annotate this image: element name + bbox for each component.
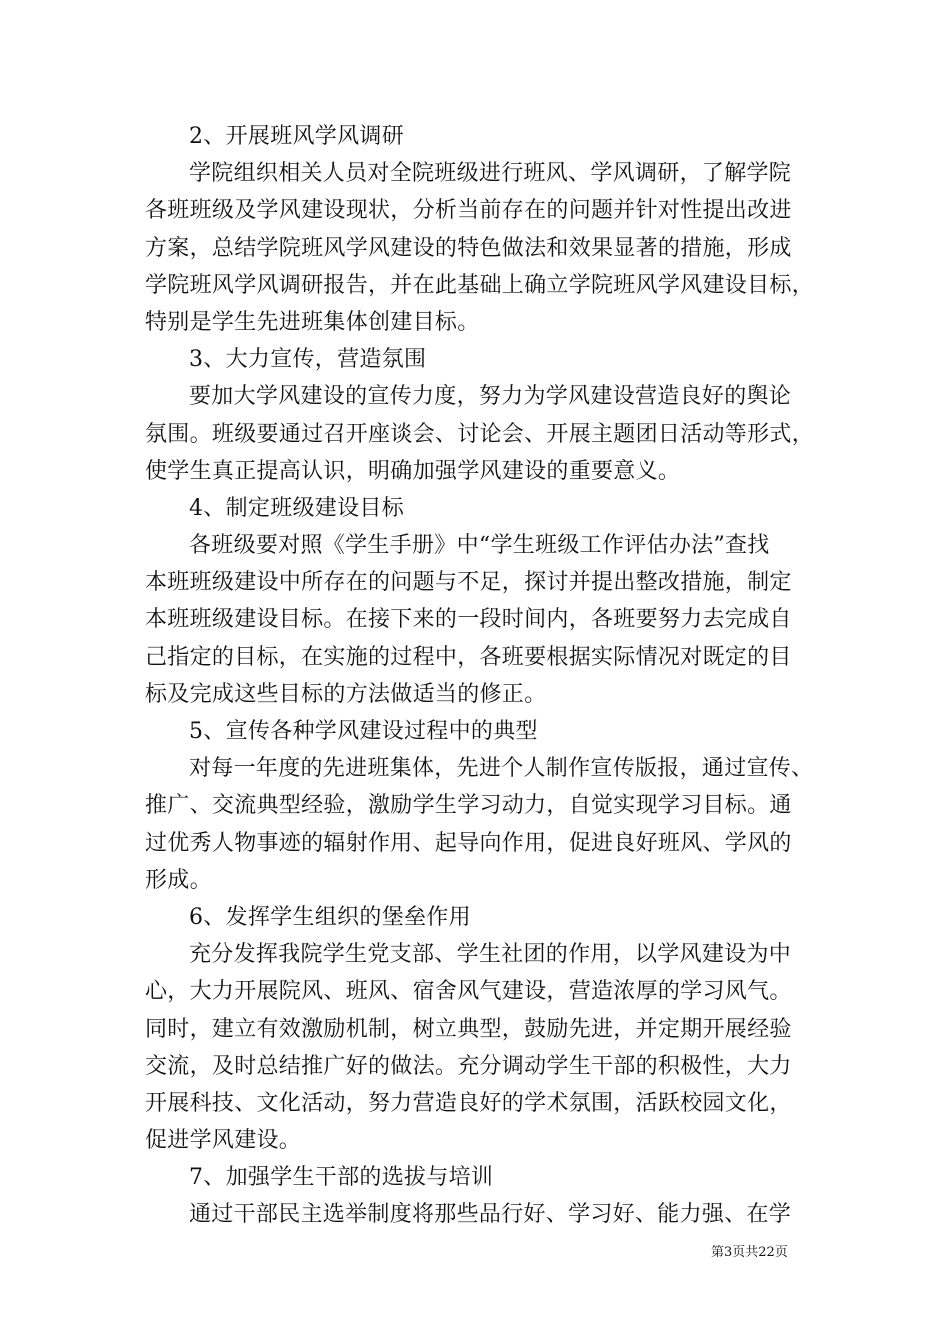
paragraph-line: 己指定的目标，在实施的过程中，各班要根据实际情况对既定的目 (145, 644, 792, 670)
paragraph-line: 心，大力开展院风、班风、宿舍风气建设，营造浓厚的学习风气。 (145, 979, 792, 1005)
paragraph-line: 推广、交流典型经验，激励学生学习动力，自觉实现学习目标。通 (145, 793, 792, 819)
section-heading: 6、发挥学生组织的堡垒作用 (189, 904, 471, 930)
paragraph-line: 促进学风建设。 (145, 1128, 302, 1154)
paragraph-line: 学院组织相关人员对全院班级进行班风、学风调研，了解学院 (189, 161, 792, 187)
section-heading: 7、加强学生干部的选拔与培训 (189, 1165, 494, 1191)
paragraph-line: 形成。 (145, 867, 212, 893)
section-heading: 5、宣传各种学风建设过程中的典型 (189, 719, 538, 744)
paragraph-line: 充分发挥我院学生党支部、学生社团的作用，以学风建设为中 (189, 942, 792, 968)
paragraph-line: 同时，建立有效激励机制，树立典型，鼓励先进，并定期开展经验 (145, 1016, 792, 1042)
section-heading: 4、制定班级建设目标 (189, 495, 404, 521)
paragraph-line: 通过干部民主选举制度将那些品行好、学习好、能力强、在学 (189, 1202, 792, 1228)
paragraph-line: 标及完成这些目标的方法做适当的修正。 (145, 681, 547, 707)
section-heading: 2、开展班风学风调研 (189, 124, 404, 149)
paragraph-line: 交流，及时总结推广好的做法。充分调动学生干部的积极性，大力 (145, 1053, 792, 1079)
paragraph-line: 特别是学生先进班集体创建目标。 (145, 309, 480, 335)
paragraph-line: 学院班风学风调研报告，并在此基础上确立学院班风学风建设目标， (145, 272, 815, 298)
page-number: 第3页共22页 (711, 1245, 788, 1260)
paragraph-line: 各班班级及学风建设现状，分析当前存在的问题并针对性提出改进 (145, 198, 792, 224)
paragraph-line: 各班级要对照《学生手册》中“学生班级工作评估办法”查找 (189, 533, 770, 559)
paragraph-line: 要加大学风建设的宣传力度，努力为学风建设营造良好的舆论 (189, 384, 792, 410)
paragraph-line: 使学生真正提高认识，明确加强学风建设的重要意义。 (145, 458, 681, 484)
paragraph-line: 开展科技、文化活动，努力营造良好的学术氛围，活跃校园文化， (145, 1090, 792, 1116)
paragraph-line: 本班班级建设目标。在接下来的一段时间内，各班要努力去完成自 (145, 607, 792, 633)
paragraph-line: 过优秀人物事迹的辐射作用、起导向作用，促进良好班风、学风的 (145, 830, 792, 856)
paragraph-line: 对每一年度的先进班集体，先进个人制作宣传版报，通过宣传、 (189, 756, 814, 782)
paragraph-line: 氛围。班级要通过召开座谈会、讨论会、开展主题团日活动等形式， (145, 421, 815, 447)
paragraph-line: 本班班级建设中所存在的问题与不足，探讨并提出整改措施，制定 (145, 570, 792, 596)
section-heading: 3、大力宣传，营造氛围 (189, 347, 427, 373)
document-body (145, 118, 815, 1234)
paragraph-line: 方案，总结学院班风学风建设的特色做法和效果显著的措施，形成 (145, 235, 792, 261)
